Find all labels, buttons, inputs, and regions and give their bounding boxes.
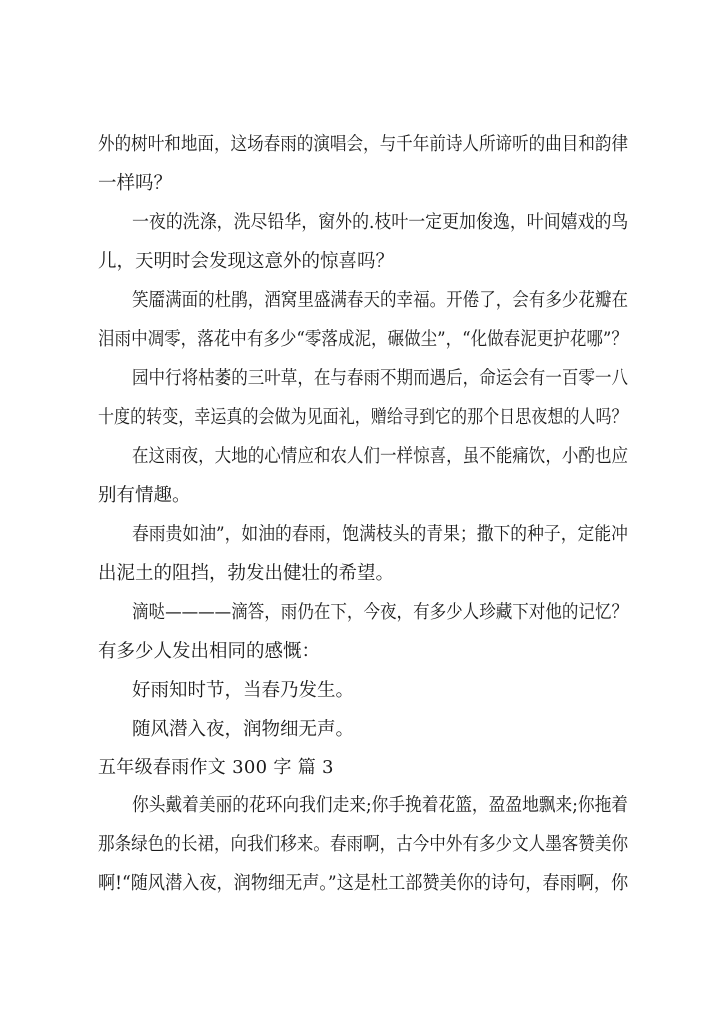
paragraph-first-line: 你头戴着美丽的花环向我们走来;你手挽着花篮，盈盈地飘来;你拖着 — [132, 795, 628, 816]
text-line: 十度的转变，幸运真的会做为见面礼，赠给寻到它的那个日思夜想的人吗？ — [98, 407, 628, 428]
text-line: 出泥土的阻挡，勃发出健壮的希望。 — [98, 563, 395, 584]
poem-line: 随风潜入夜，润物细无声。 — [132, 719, 355, 740]
paragraph-first-line: 园中行将枯萎的三叶草，在与春雨不期而遇后，命运会有一百零一八 — [132, 368, 629, 389]
paragraph-first-line: 一夜的洗涤，洗尽铅华，窗外的.枝叶一定更加俊逸，叶间嬉戏的鸟 — [132, 212, 629, 233]
text-line: 啊!“随风潜入夜，润物细无声。”这是杜工部赞美你的诗句，春雨啊，你 — [98, 873, 629, 894]
text-line: 泪雨中凋零，落花中有多少“零落成泥，碾做尘”，“化做春泥更护花哪”？ — [98, 329, 628, 350]
paragraph-first-line: 笑靥满面的杜鹃，酒窝里盛满春天的幸福。开倦了，会有多少花瓣在 — [132, 290, 629, 311]
paragraph-first-line: 滴哒————滴答，雨仍在下，今夜，有多少人珍藏下对他的记忆？ — [132, 602, 629, 623]
poem-line: 好雨知时节，当春乃发生。 — [132, 680, 355, 701]
text-line: 一样吗？ — [98, 173, 173, 194]
paragraph-first-line: 春雨贵如油”，如油的春雨，饱满枝头的青果；撒下的种子，定能冲 — [132, 524, 628, 545]
text-line: 儿，天明时会发现这意外的惊喜吗？ — [98, 251, 395, 272]
text-line: 有多少人发出相同的感慨： — [98, 641, 321, 662]
paragraph-first-line: 在这雨夜，大地的心情应和农人们一样惊喜，虽不能痛饮，小酌也应 — [132, 446, 629, 467]
text-line: 别有情趣。 — [98, 485, 191, 506]
text-line: 那条绿色的长裙，向我们移来。春雨啊，古今中外有多少文人墨客赞美你 — [98, 834, 629, 855]
section-heading: 五年级春雨作文 300 字 篇 3 — [98, 757, 334, 778]
text-line: 外的树叶和地面，这场春雨的演唱会，与千年前诗人所谛听的曲目和韵律 — [98, 134, 629, 155]
